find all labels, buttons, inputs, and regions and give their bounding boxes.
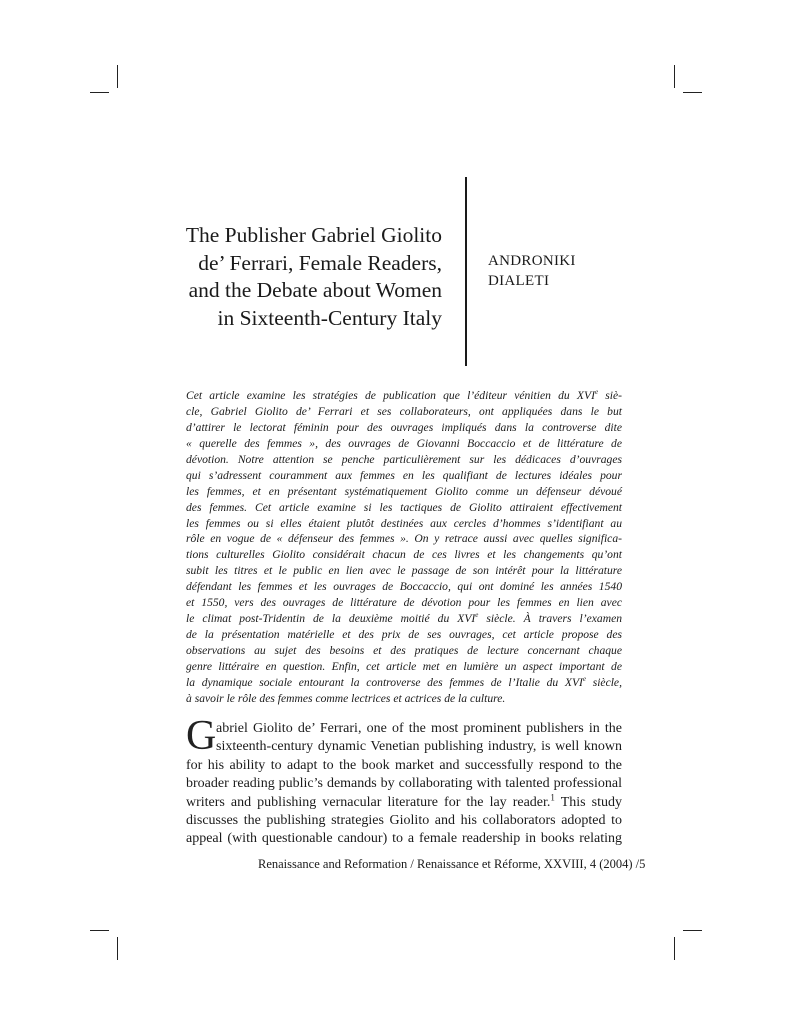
crop-mark-bottom-right-vertical [674, 937, 675, 960]
body-line: sixteenth-century dynamic Venetian publishing industry, is well known [216, 739, 622, 755]
author-first-name: ANDRONIKI [488, 253, 576, 269]
body-line: broader reading public’s demands by collaborating with talented professional [186, 776, 622, 792]
abstract-line: de la présentation matérielle et des prix de ses ouvrages, cet article propose des [186, 628, 622, 642]
abstract-line: qui s’adressent couramment aux femmes en les qualifiant de lectures idéales pour [186, 468, 622, 482]
abstract-line: des femmes. Cet article examine si les tactiques de Giolito attiraient effectivement [186, 500, 622, 514]
crop-mark-bottom-left-vertical [117, 937, 118, 960]
abstract-line: rôle en vogue de « défenseur des femmes ». On y retrace aussi avec quelles significa- [186, 532, 622, 546]
abstract-line: genre littéraire en question. Enfin, cet article met en lumière un aspect important de [186, 659, 622, 673]
body-line: appeal (with questionable candour) to a female readership in books relating [186, 831, 622, 847]
crop-mark-bottom-left-horizontal [90, 930, 109, 931]
running-footer: Renaissance and Reformation / Renaissance et Réforme, XXVIII, 4 (2004) /5 [258, 857, 646, 871]
abstract-line: la dynamique sociale entourant la controverse des femmes de l’Italie du XVIe siècle, [186, 675, 622, 689]
abstract-line: Cet article examine les stratégies de publication que l’éditeur vénitien du XVIe siè- [186, 388, 622, 402]
body-line: writers and publishing vernacular literature for the lay reader.$^1$ This study [186, 791, 622, 810]
author-last-name: DIALETI [488, 273, 550, 289]
abstract-line: cle, Gabriel Giolito de’ Ferrari et ses collaborateurs, ont appliquées dans le but [186, 404, 622, 418]
abstract-line: le climat post-Tridentin de la deuxième moitié du XVIe siècle. À travers l’examen [186, 611, 623, 626]
body-paragraph [186, 720, 622, 849]
footnote-reference[interactable]: 1 [550, 791, 555, 802]
abstract-line: « querelle des femmes », des ouvrages de Giovanni Boccaccio et de littérature de [186, 436, 622, 450]
article-title-line: The Publisher Gabriel Giolito [185, 223, 442, 247]
author-name [488, 251, 576, 291]
crop-mark-top-right-vertical [674, 65, 675, 88]
drop-cap: G [186, 713, 217, 759]
abstract-line: d’attirer le lectorat féminin pour des ouvrages impliqués dans la controverse dite [186, 420, 622, 434]
abstract-line: observations au sujet des besoins et des pratiques de lecture concernant chaque [186, 644, 622, 657]
crop-mark-bottom-right-horizontal [683, 930, 702, 931]
abstract [186, 388, 622, 707]
title-divider-rule [465, 177, 467, 366]
crop-mark-top-left-horizontal [90, 92, 109, 93]
article-title-line: and the Debate about Women [188, 278, 442, 302]
abstract-line: les femmes, et en présentant systématiquement Giolito comme un défenseur dévoué [186, 484, 622, 498]
article-title [150, 222, 442, 332]
crop-mark-top-right-horizontal [683, 92, 702, 93]
body-line: discusses the publishing strategies Giolito and his collaborators adopted to [186, 812, 622, 828]
abstract-line: les femmes ou si elles étaient plutôt destinées aux cercles d’hommes s’identifiant au [186, 516, 622, 530]
abstract-line: et 1550, vers des ouvrages de littérature de dévotion pour les femmes en lien avec [186, 596, 622, 610]
abstract-line: dévotion. Notre attention se penche particulièrement sur les dédicaces d’ouvrages [186, 452, 622, 466]
abstract-line: tions culturelles Giolito considérait chacun de ces livres et les changements qu’ont [186, 548, 622, 562]
abstract-line: subit les titres et le public en lien avec le passage de son intérêt pour la littérature [186, 564, 622, 578]
crop-mark-top-left-vertical [117, 65, 118, 88]
article-title-line: de’ Ferrari, Female Readers, [198, 250, 442, 275]
abstract-line: à savoir le rôle des femmes comme lectrices et actrices de la culture. [186, 691, 506, 705]
body-line: abriel Giolito de’ Ferrari, one of the most prominent publishers in the [216, 721, 622, 736]
abstract-line: défendant les femmes et les ouvrages de Boccaccio, qui ont dominé les années 1540 [186, 580, 622, 594]
article-title-line: in Sixteenth-Century Italy [217, 305, 442, 330]
body-line: for his ability to adapt to the book market and successfully respond to the [186, 757, 622, 773]
